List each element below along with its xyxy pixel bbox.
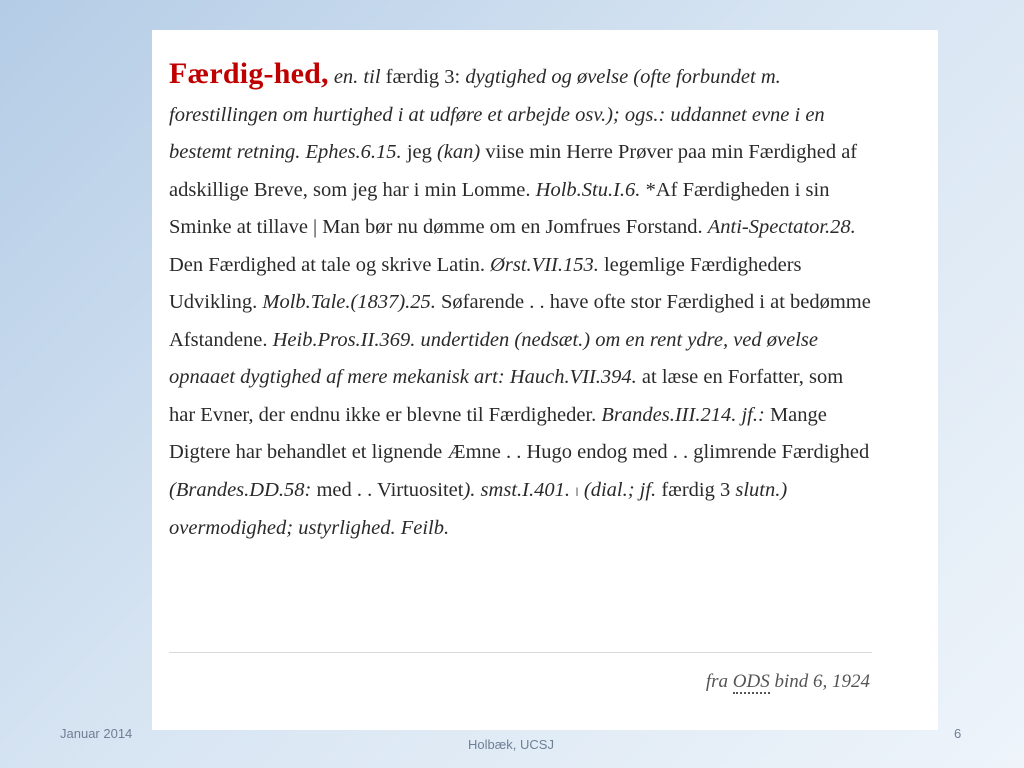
- citation: Molb.Tale.(1837).25.: [262, 291, 436, 313]
- source-attribution: [706, 671, 870, 693]
- citation: Brandes.III.214. jf.:: [601, 403, 765, 426]
- entry-text: en. til: [333, 66, 381, 88]
- headword: Færdig-hed,: [169, 57, 329, 90]
- divider: [169, 652, 872, 653]
- footer-date: Januar 2014: [60, 726, 133, 741]
- entry-text: Mange Digtere har behandlet et lignende Æmne . . Hugo endog med . . glimrende Færdighed: [169, 403, 870, 463]
- citation: ). smst.I.401.: [463, 478, 570, 501]
- source-prefix: fra: [705, 671, 729, 692]
- entry-text: at læse en Forfatter, som har Evner, der endnu ikke er blevne til Færdigheder.: [169, 366, 844, 426]
- entry-text: slutn.) overmodighed; ustyrlighed. Feilb.: [169, 478, 788, 539]
- entry-text: Heib.Pros.II.369. undertiden (nedsæt.) om en rent ydre, ved øvelse opnaaet dygtighed af mere mekanisk art: Hauch.VII.394.: [169, 328, 818, 388]
- citation: Ørst.VII.153.: [490, 253, 599, 276]
- footer-text: Holbæk, UCSJ: [468, 737, 554, 752]
- citation: Holb.Stu.I.6.: [535, 178, 641, 201]
- dictionary-entry-card: [152, 30, 938, 730]
- entry-text: jeg: [406, 141, 432, 163]
- slide-number: 6: [954, 726, 962, 741]
- entry-text: med . . Virtuositet: [316, 478, 464, 501]
- source-suffix: bind 6, 1924: [774, 671, 870, 692]
- citation: (Brandes.DD.58:: [169, 478, 312, 501]
- entry-text: legemlige Færdigheders Udvikling.: [169, 253, 802, 313]
- entry-text: dygtighed og øvelse (ofte forbundet m. forestillingen om hurtighed i at udføre et arbejde osv.); ogs.: uddannet evne i en bestemt retning. Ephes.6.15.: [169, 66, 825, 163]
- ods-abbreviation: ODS: [732, 671, 770, 692]
- entry-text: (dial.; jf.: [583, 478, 657, 501]
- entry-text: Søfarende . . have ofte stor Færdighed i at bedømme Afstandene.: [169, 291, 871, 351]
- entry-text: (kan): [436, 141, 481, 163]
- dictionary-entry: [169, 55, 874, 548]
- entry-text: *Af Færdigheden i sin Sminke at tillave | Man bør nu dømme om en Jomfrues Forstand.: [169, 178, 830, 238]
- entry-text: viise min Herre Prøver paa min Færdighed af adskillige Breve, som jeg har i min Lomme.: [169, 141, 858, 201]
- citation: Anti-Spectator.28.: [707, 216, 856, 238]
- entry-text: færdig 3:: [385, 66, 461, 88]
- section-separator: ‖: [575, 483, 579, 499]
- entry-text: Den Færdighed at tale og skrive Latin.: [169, 253, 485, 276]
- entry-text: færdig 3: [661, 478, 731, 501]
